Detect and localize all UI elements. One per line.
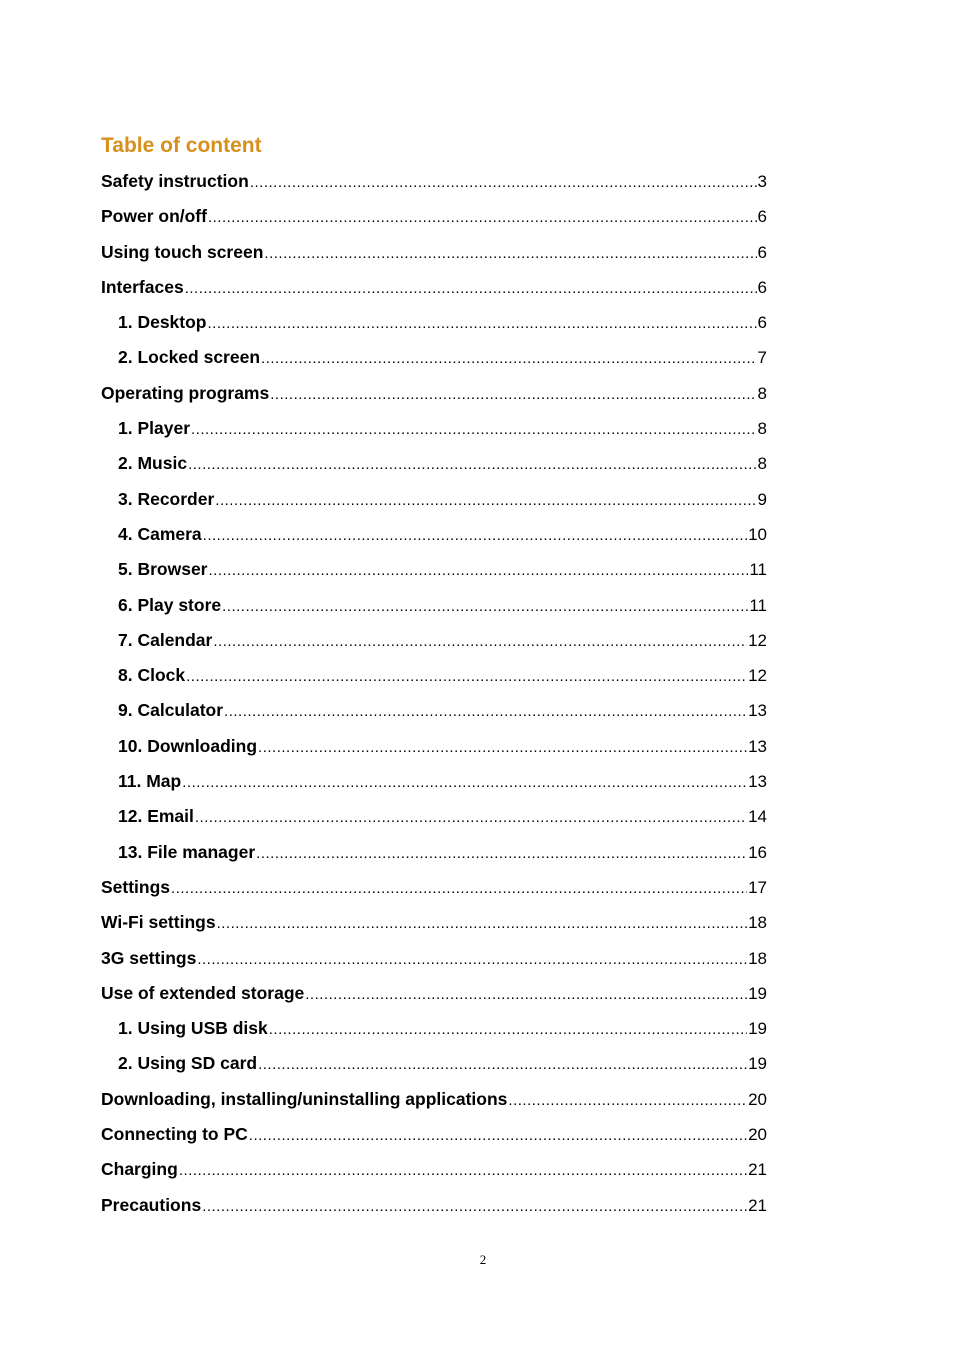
toc-entry[interactable]: [101, 1082, 767, 1117]
toc-entry[interactable]: [101, 1188, 767, 1223]
toc-entry[interactable]: [101, 305, 767, 340]
toc-entry[interactable]: [101, 905, 767, 940]
toc-entry-label: Using touch screen: [101, 241, 264, 262]
dot-leader: [270, 377, 756, 412]
toc-entry-page-number: 6: [757, 207, 767, 227]
toc-entry-label: Operating programs: [101, 382, 270, 403]
page-number: 2: [479, 1252, 487, 1267]
toc-entry-page-number: 12: [748, 630, 767, 650]
toc-entry-page-number: 17: [748, 877, 767, 897]
toc-entry-page-number: 19: [748, 1054, 767, 1074]
toc-entry-page-number: 18: [748, 948, 767, 968]
dot-leader: [258, 730, 747, 765]
toc-entry[interactable]: [101, 411, 767, 446]
toc-entry[interactable]: [101, 623, 767, 658]
dot-leader: [269, 1012, 747, 1047]
toc-entry[interactable]: [101, 340, 767, 375]
toc-entry-label: 4. Camera: [118, 523, 202, 544]
toc-entry[interactable]: [101, 199, 767, 234]
toc-list: [101, 164, 767, 1223]
toc-entry-page-number: 13: [748, 736, 767, 756]
toc-entry[interactable]: [101, 729, 767, 764]
toc-entry-label: 3. Recorder: [118, 488, 215, 509]
toc-entry-label: 7. Calendar: [118, 629, 213, 650]
toc-entry-page-number: 6: [757, 313, 767, 333]
toc-entry-page-number: 6: [757, 242, 767, 262]
toc-entry-page-number: 14: [748, 807, 767, 827]
toc-entry[interactable]: [101, 976, 767, 1011]
toc-entry-label: 6. Play store: [118, 594, 222, 615]
toc-entry-page-number: 21: [748, 1160, 767, 1180]
toc-entry-label: Precautions: [101, 1194, 202, 1215]
dot-leader: [258, 1047, 747, 1082]
dot-leader: [305, 977, 747, 1012]
dot-leader: [256, 836, 747, 871]
toc-entry-page-number: 18: [748, 913, 767, 933]
toc-entry-label: 9. Calculator: [118, 700, 224, 721]
toc-entry-page-number: 11: [749, 560, 767, 580]
toc-entry-label: 1. Desktop: [118, 312, 207, 333]
dot-leader: [208, 306, 757, 341]
toc-entry-page-number: 16: [748, 842, 767, 862]
toc-entry-label: 1. Using USB disk: [118, 1018, 268, 1039]
toc-entry-page-number: 8: [757, 383, 767, 403]
dot-leader: [508, 1083, 747, 1118]
toc-entry-label: 12. Email: [118, 806, 194, 827]
toc-entry-label: 5. Browser: [118, 559, 208, 580]
toc-entry-page-number: 12: [748, 666, 767, 686]
toc-entry-label: Wi-Fi settings: [101, 912, 216, 933]
toc-entry-page-number: 7: [757, 348, 767, 368]
toc-entry[interactable]: [101, 835, 767, 870]
toc-entry[interactable]: [101, 552, 767, 587]
toc-entry[interactable]: [101, 446, 767, 481]
toc-entry[interactable]: [101, 1152, 767, 1187]
toc-entry[interactable]: [101, 482, 767, 517]
toc-entry[interactable]: [101, 941, 767, 976]
toc-entry[interactable]: [101, 764, 767, 799]
dot-leader: [185, 271, 757, 306]
toc-entry-label: 11. Map: [118, 771, 182, 792]
toc-entry[interactable]: [101, 164, 767, 199]
dot-leader: [217, 906, 748, 941]
toc-entry-page-number: 21: [748, 1195, 767, 1215]
toc-entry-label: 8. Clock: [118, 665, 186, 686]
toc-entry-page-number: 3: [757, 172, 767, 191]
dot-leader: [186, 659, 747, 694]
toc-entry-label: Downloading, installing/uninstalling applications: [101, 1088, 508, 1109]
dot-leader: [250, 165, 757, 200]
toc-entry-page-number: 10: [748, 524, 767, 544]
toc-entry[interactable]: [101, 1117, 767, 1152]
toc-entry-label: 3G settings: [101, 947, 197, 968]
toc-entry-label: 13. File manager: [118, 841, 256, 862]
toc-entry-page-number: 8: [757, 454, 767, 474]
dot-leader: [215, 483, 756, 518]
toc-entry-label: Connecting to PC: [101, 1124, 248, 1145]
dot-leader: [249, 1118, 747, 1153]
toc-entry-page-number: 19: [748, 1019, 767, 1039]
toc-entry-label: Safety instruction: [101, 171, 249, 191]
dot-leader: [188, 447, 756, 482]
toc-entry[interactable]: [101, 588, 767, 623]
toc-entry-page-number: 8: [757, 419, 767, 439]
toc-entry-page-number: 13: [748, 701, 767, 721]
toc-entry-page-number: 19: [748, 983, 767, 1003]
toc-entry-page-number: 6: [757, 277, 767, 297]
dot-leader: [197, 942, 747, 977]
toc-entry[interactable]: [101, 270, 767, 305]
dot-leader: [182, 765, 747, 800]
toc-entry-label: Use of extended storage: [101, 982, 305, 1003]
dot-leader: [208, 200, 757, 235]
toc-entry-label: Charging: [101, 1159, 178, 1180]
toc-entry[interactable]: [101, 870, 767, 905]
dot-leader: [264, 236, 756, 271]
toc-entry-label: 2. Locked screen: [118, 347, 261, 368]
toc-entry[interactable]: [101, 693, 767, 728]
toc-entry-page-number: 13: [748, 772, 767, 792]
toc-entry[interactable]: [101, 235, 767, 270]
toc-entry[interactable]: [101, 376, 767, 411]
toc-entry[interactable]: [101, 1046, 767, 1081]
toc-entry-page-number: 20: [748, 1089, 767, 1109]
toc-entry[interactable]: [101, 658, 767, 693]
toc-entry-label: Settings: [101, 876, 171, 897]
toc-entry[interactable]: [101, 517, 767, 552]
dot-leader: [171, 871, 747, 906]
toc-entry-page-number: 11: [749, 595, 767, 615]
dot-leader: [208, 553, 748, 588]
toc-entry-label: 10. Downloading: [118, 735, 258, 756]
toc-entry-label: Power on/off: [101, 206, 207, 227]
dot-leader: [213, 624, 747, 659]
dot-leader: [179, 1153, 747, 1188]
dot-leader: [261, 341, 757, 376]
toc-entry-label: 2. Using SD card: [118, 1053, 258, 1074]
dot-leader: [191, 412, 757, 447]
page-title: Table of content: [101, 134, 262, 157]
toc-entry-label: 2. Music: [118, 453, 188, 474]
dot-leader: [203, 518, 747, 553]
toc-entry-label: Interfaces: [101, 276, 184, 297]
dot-leader: [195, 800, 747, 835]
toc-entry[interactable]: [101, 1011, 767, 1046]
toc-entry-page-number: 20: [748, 1125, 767, 1145]
toc-entry-label: 1. Player: [118, 418, 190, 439]
dot-leader: [224, 694, 747, 729]
toc-entry-page-number: 9: [757, 489, 767, 509]
toc-entry[interactable]: [101, 799, 767, 834]
dot-leader: [222, 589, 748, 624]
dot-leader: [202, 1189, 747, 1224]
document-page: [101, 128, 767, 1223]
